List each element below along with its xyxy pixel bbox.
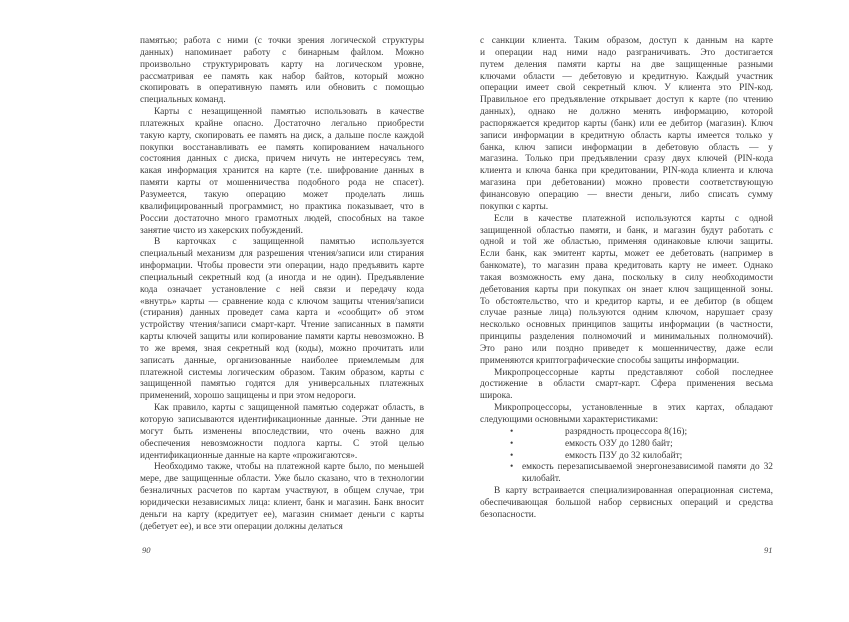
text-line: То обстоятельство, что и кредитор карты, и ее дебитор (в общем: [480, 296, 773, 307]
page-number-left: 90: [142, 545, 151, 555]
text-line: несколько основных принципов защиты информации (в частности,: [480, 320, 773, 331]
text-line: операции имеет свой секретный ключ. У клиента это PIN-код.: [480, 83, 773, 94]
text-line: рассматривая ее память как набор байтов, который можно: [140, 71, 424, 82]
text-line: скопировать в оперативную память или обновить с помощью: [140, 83, 424, 94]
bullet-item: [480, 451, 773, 463]
paragraph: [480, 36, 773, 214]
text-line: достижение в области смарт-карт. Сфера применения весьма: [480, 379, 773, 390]
bullet-icon: •: [510, 438, 514, 449]
paragraph: [480, 403, 773, 427]
paragraph: [480, 368, 773, 404]
text-line: покупки восстанавливать ее память копированием начального: [140, 142, 424, 153]
text-line: «внутрь» карты — сравнение кода с ключом защиты чтения/записи: [140, 296, 424, 307]
text-line: следующими основными характеристиками:: [480, 415, 659, 425]
text-line: Разумеется, такую операцию может проделать лишь: [140, 189, 424, 200]
text-line: данных) напоминает работу с бинарным файлом. Можно: [140, 47, 424, 58]
text-line: банкомате), то магазин права кредитовать карту не имеет. Однако: [480, 261, 773, 272]
text-line: состояния данных с диска, причем ничуть не интересуясь тем,: [140, 154, 424, 165]
text-line: широка.: [480, 391, 513, 402]
text-line: которую записываются идентификационные данные. Эти данные не: [140, 415, 424, 425]
text-line: то же время, зная секретный код (коды), можно прочитать или: [140, 343, 424, 354]
text-line: защищенной памятью годятся для универсальных платежных: [140, 379, 424, 390]
text-line: квалифицированный программист, но практика показывает, что в: [140, 201, 424, 212]
right-page: [480, 36, 773, 566]
text-line: Правильное его предъявление открывает доступ к карте (по чтению: [480, 95, 773, 106]
text-line: и операции над ними надо разграничивать. Это достигается: [480, 47, 773, 58]
text-line: безналичных расчетов по картам участвуют, в общем случае, три: [140, 486, 424, 497]
text-line: финансовую операцию — внести деньги, либо списать сумму: [480, 189, 773, 200]
bullet-text: емкость перезаписываемой энергонезависимой памяти до 32: [522, 462, 773, 473]
text-line: Это рано или поздно приведет к мошенничеству, даже если: [480, 343, 773, 354]
text-line: могут быть изменены впоследствии, что очень важно для: [140, 426, 424, 437]
bullet-list: [480, 427, 773, 486]
text-line: применений, хорошо защищены и при этом недороги.: [140, 391, 356, 402]
text-line: дебетования карты при покупках он знает ключ защищенной зоны.: [480, 284, 773, 295]
text-line: Если в качестве платежной используются карты с одной: [494, 213, 773, 224]
text-line: безопасности.: [480, 509, 537, 520]
bullet-text: емкость ОЗУ до 1280 байт;: [565, 438, 673, 449]
paragraph: [140, 107, 424, 237]
text-line: распоряжается кредитор карты (банк) или ее дебитор (магазин). Ключ: [480, 118, 773, 129]
text-line: карты ключей защиты или копирование памяти карты невозможно. В: [140, 332, 424, 343]
text-line: записи информации в кредитную область карты имеется только у: [480, 130, 773, 141]
bullet-item: [480, 474, 773, 486]
text-line: В карту встраивается специализированная операционная система,: [494, 486, 773, 497]
text-line: с санкции клиента. Таким образом, доступ к данным на карте: [480, 36, 773, 46]
text-line: путем деления памяти карты на две защищенные разными: [480, 59, 773, 70]
text-line: банка, ключ записи информации в дебетовую область — у: [480, 142, 773, 153]
left-page: [140, 36, 424, 566]
text-line: памяти карты от мошенничества подобного рода не спасет).: [140, 178, 424, 189]
bullet-text: килобайт.: [522, 474, 561, 485]
page-number-right: 91: [764, 545, 773, 555]
text-line: специальных команд.: [140, 95, 226, 106]
text-line: кода означает установление с ней связи и передачу кода: [140, 284, 424, 295]
bullet-icon: •: [510, 426, 514, 437]
text-line: (дебетует ее), и все эти операции должны делаться: [140, 521, 343, 532]
text-line: занятие чисто из хакерских побуждений.: [140, 225, 303, 236]
bullet-item: [480, 427, 773, 439]
text-line: покупки с карты.: [480, 201, 549, 212]
paragraph: [140, 462, 424, 533]
paragraph: [140, 36, 424, 107]
text-line: платежных крайне опасно. Достаточно легально приобрести: [140, 118, 424, 129]
text-line: устройству чтения/записи смарт-карт. Чтение записанных в памяти: [140, 320, 424, 331]
text-line: Если банк, как эмитент карты, может ее дебетовать (например в: [480, 249, 773, 260]
paragraph: [140, 403, 424, 462]
text-line: обеспечения невозможности подлога карты. С этой целью: [140, 438, 424, 449]
text-line: данных), однако не должно менять информацию, которой: [480, 107, 773, 118]
paragraph: [480, 214, 773, 368]
text-line: Микропроцессорные карты представляют собой последнее: [494, 367, 773, 378]
text-line: магазина. Только при предъявлении сразу двух ключей (PIN-кода: [480, 154, 773, 165]
bullet-item: [480, 439, 773, 451]
bullet-item: [480, 462, 773, 474]
text-line: такая возможность ему дана, поскольку в силу необходимости: [480, 272, 773, 283]
text-line: специальный секретный код (а иногда и не один). Предъявление: [140, 272, 424, 283]
text-line: какая информация хранится на карте (т.е. шифрование данных в: [140, 166, 424, 177]
text-line: информации. Чтобы провести эти операции, надо предъявить карте: [140, 261, 424, 272]
text-line: произвольно структурировать карту на логическом уровне,: [140, 59, 424, 70]
text-line: идентификационные данные на карте «прожигаются».: [140, 450, 358, 461]
text-line: Необходимо также, чтобы на платежной карте было, по меньшей: [154, 462, 424, 473]
text-line: Микропроцессоры, установленные в этих картах, обладают: [494, 403, 773, 414]
bullet-icon: •: [510, 450, 514, 461]
text-line: платежной системы логическим образом. Таким образом, карты с: [140, 367, 424, 378]
text-line: принципы разделения полномочий и минимальных полномочий).: [480, 332, 773, 343]
text-line: мере, две защищенные области. Уже было сказано, что в технологии: [140, 474, 424, 485]
bullet-text: емкость ПЗУ до 32 килобайт;: [565, 450, 683, 461]
text-line: такую карту, скопировать ее память на диск, а дальше после каждой: [140, 130, 424, 141]
text-line: юридически независимых лица: клиент, банк и магазин. Банк вносит: [140, 497, 424, 508]
text-line: Карты с незащищенной памятью использовать в качестве: [154, 107, 424, 118]
text-line: магазина при дебетовании) можно провести соответствующую: [480, 178, 773, 189]
bullet-text: разрядность процессора 8(16);: [565, 426, 688, 437]
text-line: применяются криптографические способы защиты информации.: [480, 355, 740, 366]
text-line: защищенной областью памяти, и банк, и магазин будут работать с: [480, 225, 773, 236]
text-line: случае разные лица) пользуются одним ключом, нарушает сразу: [480, 308, 773, 319]
text-line: специальный механизм для разрешения чтения/записи или стирания: [140, 249, 424, 260]
text-line: одной и той же областью, применяя одинаковые ключи защиты.: [480, 237, 773, 248]
text-line: (стирания) данных проведет сама карта и «сообщит» об этом: [140, 308, 424, 319]
text-line: деньги на карту (кредитует ее), магазин снимает деньги с карты: [140, 509, 424, 520]
text-line: клиента и ключа банка при кредитовании, PIN-кода клиента и ключа: [480, 166, 773, 177]
bullet-icon: •: [510, 462, 514, 473]
text-line: записать данные, организованные наиболее приемлемым для: [140, 355, 424, 366]
text-line: ключами области — дебетовую и кредитную. Каждый участник: [480, 71, 773, 82]
text-line: В карточках с защищенной памятью используется: [154, 237, 424, 248]
text-line: обеспечивающая большой набор сервисных операций и средства: [480, 497, 773, 508]
text-line: России достаточно много грамотных людей, способных на такое: [140, 213, 424, 224]
text-line: памятью; работа с ними (с точки зрения логической структуры: [140, 36, 424, 46]
text-line: Как правило, карты с защищенной памятью содержат область, в: [154, 403, 424, 414]
paragraph: [480, 486, 773, 522]
paragraph: [140, 237, 424, 403]
